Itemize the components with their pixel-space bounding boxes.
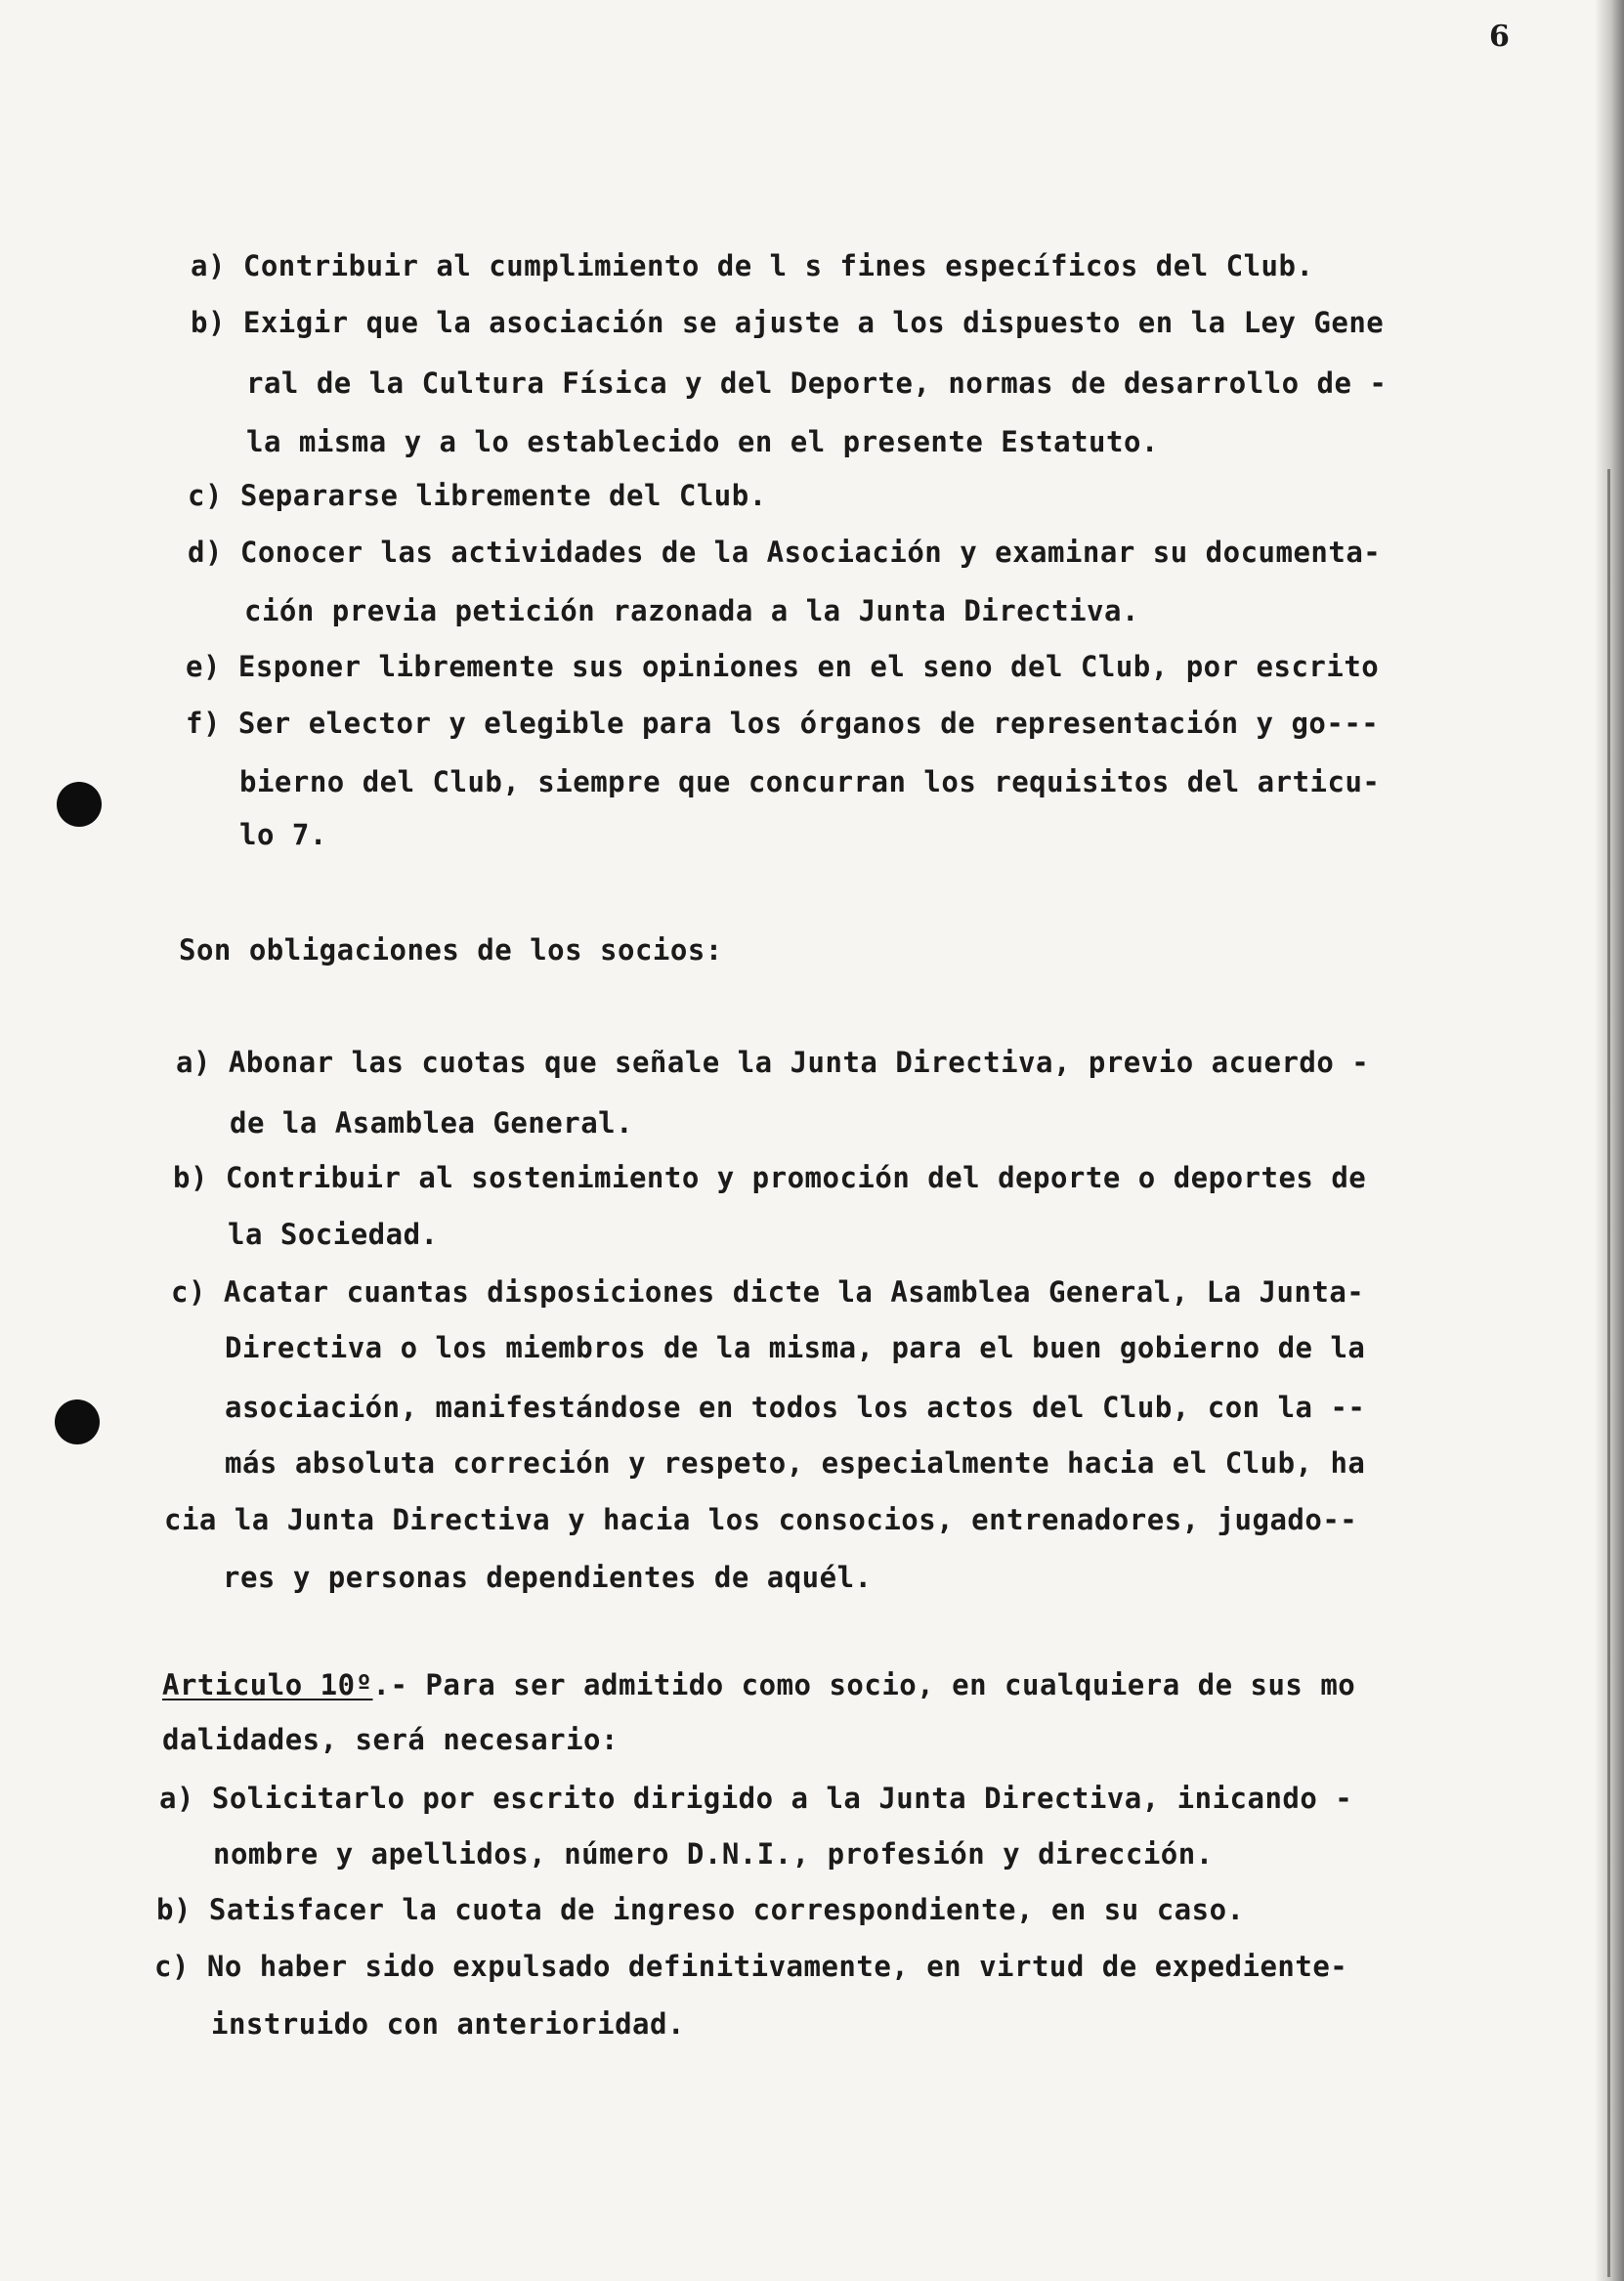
obligation-b-line-2: la Sociedad. — [228, 1218, 439, 1251]
right-f-line-3: lo 7. — [239, 818, 327, 851]
right-a-line-1: a) Contribuir al cumplimiento de l s fines específicos del Club. — [191, 249, 1314, 282]
article-10-text-line-1: .- Para ser admitido como socio, en cualquiera de sus mo — [372, 1668, 1356, 1701]
obligation-c-line-3: asociación, manifestándose en todos los actos del Club, con la -- — [225, 1391, 1366, 1424]
binder-hole-bottom — [55, 1399, 100, 1444]
right-d-line-1: d) Conocer las actividades de la Asociación y examinar su documenta- — [188, 536, 1382, 569]
obligation-c-line-2: Directiva o los miembros de la misma, para el buen gobierno de la — [225, 1331, 1366, 1364]
scan-edge-line — [1607, 469, 1610, 2277]
right-b-line-3: la misma y a lo establecido en el presente Estatuto. — [246, 425, 1159, 458]
right-f-line-2: bierno del Club, siempre que concurran los requisitos del articu- — [239, 765, 1381, 798]
obligation-b-line-1: b) Contribuir al sostenimiento y promoción del deporte o deportes de — [173, 1161, 1367, 1194]
right-f-line-1: f) Ser elector y elegible para los órganos de representación y go--- — [186, 707, 1380, 740]
article-10-item-c-line-2: instruido con anterioridad. — [211, 2007, 685, 2041]
right-d-line-2: ción previa petición razonada a la Junta Directiva. — [244, 594, 1139, 627]
article-10-item-a-line-2: nombre y apellidos, número D.N.I., profesión y dirección. — [213, 1837, 1214, 1871]
article-10-item-a-line-1: a) Solicitarlo por escrito dirigido a la Junta Directiva, inicando - — [159, 1782, 1353, 1815]
article-10-title: Articulo 10º — [162, 1668, 373, 1701]
article-10-item-b-line-1: b) Satisfacer la cuota de ingreso correspondiente, en su caso. — [156, 1893, 1245, 1926]
right-c-line-1: c) Separarse libremente del Club. — [188, 479, 767, 512]
article-10-text-line-2: dalidades, será necesario: — [162, 1723, 619, 1756]
obligation-c-line-5: cia la Junta Directiva y hacia los consocios, entrenadores, jugado-- — [164, 1503, 1358, 1536]
obligation-c-line-4: más absoluta correción y respeto, especialmente hacia el Club, ha — [225, 1446, 1366, 1480]
right-b-line-1: b) Exigir que la asociación se ajuste a los dispuesto en la Ley Gene — [191, 306, 1385, 339]
article-10-item-c-line-1: c) No haber sido expulsado definitivamente, en virtud de expediente- — [154, 1950, 1348, 1983]
binder-hole-top — [57, 782, 102, 827]
obligation-c-line-1: c) Acatar cuantas disposiciones dicte la Asamblea General, La Junta- — [171, 1275, 1365, 1309]
obligation-c-line-6: res y personas dependientes de aquél. — [223, 1561, 873, 1594]
obligations-heading: Son obligaciones de los socios: — [179, 933, 723, 967]
obligation-a-line-1: a) Abonar las cuotas que señale la Junta Directiva, previo acuerdo - — [176, 1046, 1370, 1079]
obligation-a-line-2: de la Asamblea General. — [230, 1106, 634, 1140]
page-number: 6 — [1489, 20, 1510, 54]
right-e-line-1: e) Esponer libremente sus opiniones en el seno del Club, por escrito — [186, 650, 1380, 683]
article-10-first-line — [162, 1668, 1355, 1701]
right-b-line-2: ral de la Cultura Física y del Deporte, normas de desarrollo de - — [246, 366, 1388, 400]
